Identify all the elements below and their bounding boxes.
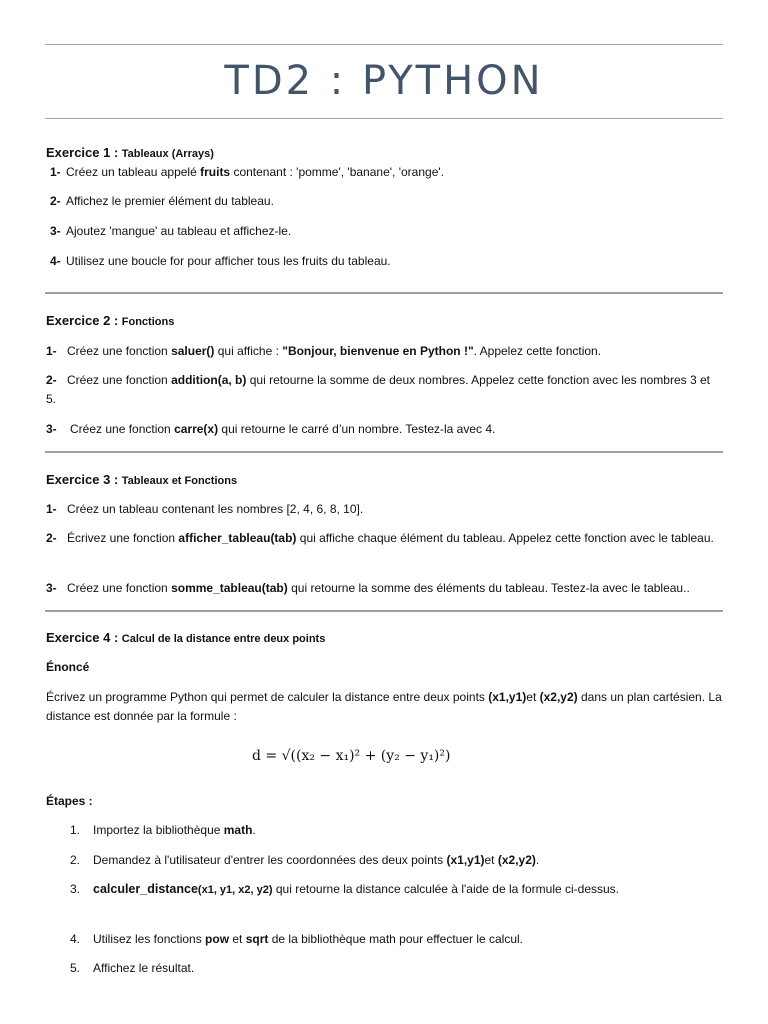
step-number: 3. xyxy=(70,882,81,896)
item-text: . Appelez cette fonction. xyxy=(473,344,602,358)
exercise-1-item-4 xyxy=(46,252,391,271)
item-text: Affichez le premier élément du tableau. xyxy=(66,194,274,208)
item-number: 1- xyxy=(46,344,57,358)
item-text: Créez une fonction xyxy=(67,581,172,595)
item-code: afficher_tableau(tab) xyxy=(178,531,297,545)
point-1: (x1,y1) xyxy=(488,690,527,704)
exercise-4-topic: Calcul de la distance entre deux points xyxy=(121,633,326,645)
step-text: . xyxy=(535,853,540,867)
exercise-2-topic: Fonctions xyxy=(121,316,175,328)
step-text: Demandez à l'utilisateur d'entrer les coordonnées des deux points xyxy=(93,853,447,867)
item-text: qui affiche : xyxy=(214,344,283,358)
exercise-1-heading xyxy=(46,143,214,164)
exercise-3-item-3 xyxy=(46,579,690,598)
step-code: (x2,y2) xyxy=(497,853,536,867)
item-number: 2- xyxy=(50,194,61,208)
item-text: Créez une fonction xyxy=(67,344,172,358)
step-text: Affichez le résultat. xyxy=(93,961,195,975)
title-top-rule xyxy=(45,44,723,45)
enonce-text: et xyxy=(526,690,540,704)
item-number: 2- xyxy=(46,531,57,545)
formula-text: d = √((x₂ − x₁)² + (y₂ − y₁)²) xyxy=(252,748,451,764)
item-number: 3- xyxy=(50,224,61,238)
item-text: qui retourne la somme de deux nombres. Appelez cette fonction avec les nombres 3 et 5. xyxy=(46,373,710,406)
item-text: contenant : 'pomme', 'banane', 'orange'. xyxy=(230,165,444,179)
enonce-text: Écrivez un programme Python qui permet de calculer la distance entre deux points xyxy=(46,690,489,704)
exercise-1-label: Exercice 1 : xyxy=(46,145,119,160)
step-3 xyxy=(70,880,703,900)
item-code: addition(a, b) xyxy=(171,373,247,387)
step-text: et xyxy=(484,853,498,867)
item-number: 2- xyxy=(46,373,57,387)
exercise-3-item-1 xyxy=(46,500,363,519)
item-text: qui retourne la somme des éléments du tableau. Testez-la avec le tableau.. xyxy=(287,581,690,595)
item-number: 3- xyxy=(46,581,57,595)
item-number: 1- xyxy=(46,502,57,516)
exercise-1-item-1 xyxy=(46,163,444,182)
item-text: Écrivez une fonction xyxy=(67,531,179,545)
enonce-heading xyxy=(46,658,89,677)
exercise-3-item-2 xyxy=(46,529,722,548)
step-text: Importez la bibliothèque xyxy=(93,823,224,837)
item-text: Créez un tableau contenant les nombres [2, 4, 6, 8, 10]. xyxy=(67,502,364,516)
step-text: Utilisez les fonctions xyxy=(93,932,206,946)
step-code: pow xyxy=(205,932,230,946)
exercise-3-topic: Tableaux et Fonctions xyxy=(121,475,238,487)
enonce-label: Énoncé xyxy=(46,660,90,674)
step-code: math xyxy=(223,823,253,837)
exercise-3-heading xyxy=(46,470,237,491)
step-code: calculer_distance xyxy=(93,882,198,896)
exercise-1-topic: Tableaux (Arrays) xyxy=(121,148,214,160)
item-text: Ajoutez 'mangue' au tableau et affichez-le. xyxy=(66,224,292,238)
etapes-heading xyxy=(46,792,93,811)
item-code: fruits xyxy=(200,165,231,179)
step-text: . xyxy=(252,823,256,837)
step-code: (x1,y1) xyxy=(446,853,485,867)
enonce-text: dans un plan cartésien. La distance est donnée par la formule : xyxy=(46,690,722,723)
exercise-2-label: Exercice 2 : xyxy=(46,313,119,328)
exercise-2-item-2 xyxy=(46,371,722,409)
step-2 xyxy=(70,851,703,870)
step-4 xyxy=(70,930,703,949)
section-divider xyxy=(45,451,723,453)
item-text: qui retourne le carré d’un nombre. Testez-la avec 4. xyxy=(218,422,496,436)
step-text: et xyxy=(229,932,246,946)
step-number: 5. xyxy=(70,961,81,975)
page-title: TD2 : PYTHON xyxy=(224,58,544,104)
step-number: 4. xyxy=(70,932,81,946)
step-1 xyxy=(70,821,703,840)
title-bottom-rule xyxy=(45,118,723,119)
item-code: somme_tableau(tab) xyxy=(171,581,288,595)
distance-formula xyxy=(252,748,450,764)
exercise-2-item-3 xyxy=(46,420,495,439)
step-number: 1. xyxy=(70,823,81,837)
step-code: sqrt xyxy=(245,932,269,946)
point-2: (x2,y2) xyxy=(539,690,578,704)
etapes-label: Étapes : xyxy=(46,794,93,808)
step-code: (x1, y1, x2, y2) xyxy=(197,884,273,896)
item-number: 3- xyxy=(46,422,57,436)
item-number: 4- xyxy=(50,254,61,268)
item-text: Créez un tableau appelé xyxy=(66,165,201,179)
item-text: Créez une fonction xyxy=(70,422,175,436)
enonce-paragraph xyxy=(46,688,722,726)
item-code: carre(x) xyxy=(174,422,219,436)
item-number: 1- xyxy=(50,165,61,179)
section-divider xyxy=(45,610,723,612)
item-text: Créez une fonction xyxy=(67,373,172,387)
section-divider xyxy=(45,292,723,294)
exercise-4-heading xyxy=(46,628,325,649)
item-text: qui affiche chaque élément du tableau. Appelez cette fonction avec le tableau. xyxy=(296,531,714,545)
exercise-2-item-1 xyxy=(46,342,601,361)
step-text: de la bibliothèque math pour effectuer le calcul. xyxy=(268,932,524,946)
step-number: 2. xyxy=(70,853,81,867)
step-text: qui retourne la distance calculée à l'aide de la formule ci-dessus. xyxy=(272,882,620,896)
item-code: "Bonjour, bienvenue en Python !" xyxy=(282,344,474,358)
item-code: saluer() xyxy=(171,344,215,358)
exercise-2-heading xyxy=(46,311,174,332)
exercise-1-item-3 xyxy=(46,222,291,241)
exercise-3-label: Exercice 3 : xyxy=(46,472,119,487)
item-text: Utilisez une boucle for pour afficher tous les fruits du tableau. xyxy=(66,254,391,268)
exercise-4-label: Exercice 4 : xyxy=(46,630,119,645)
step-5 xyxy=(70,959,703,978)
exercise-1-item-2 xyxy=(46,192,274,211)
